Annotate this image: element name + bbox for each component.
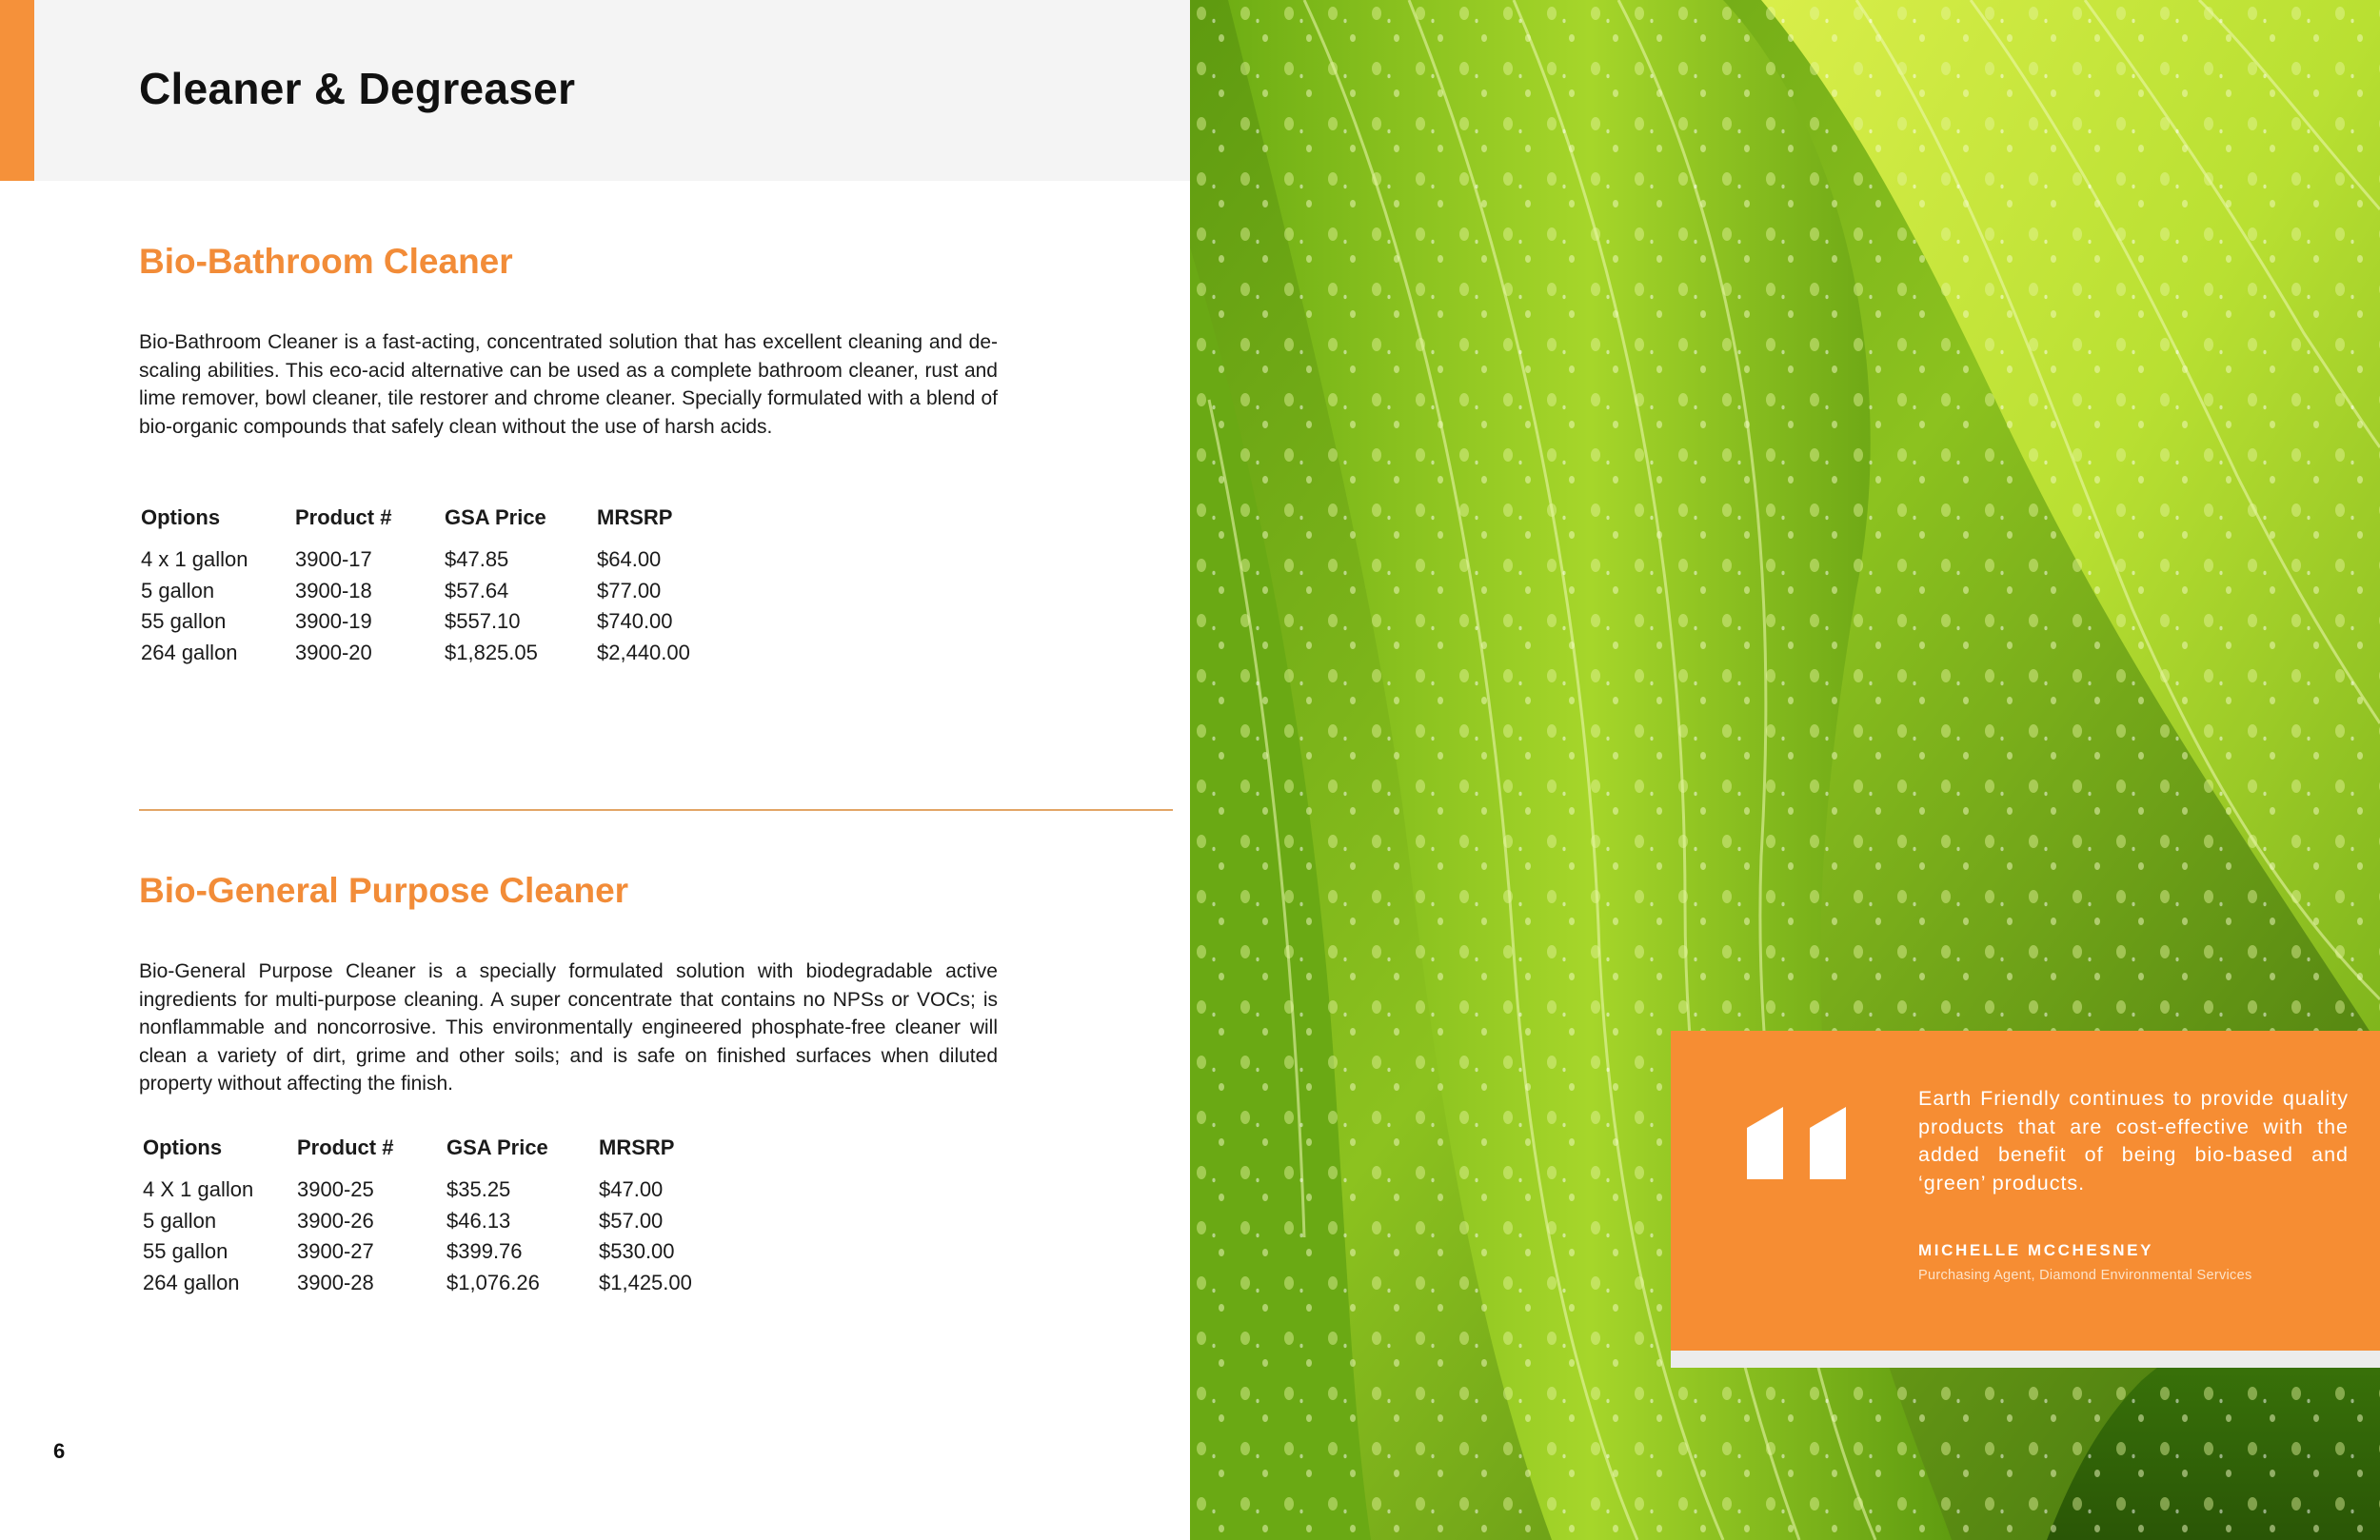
page-title: Cleaner & Degreaser <box>139 64 576 113</box>
table-cell: 5 gallon <box>141 578 215 602</box>
table-cell: 264 gallon <box>143 1270 240 1294</box>
testimonial-role: Purchasing Agent, Diamond Environmental Services <box>1918 1268 2252 1283</box>
testimonial-underline <box>1671 1351 2380 1368</box>
table-cell: 3900-28 <box>297 1270 374 1294</box>
table-cell: $77.00 <box>597 578 662 602</box>
table-cell: $530.00 <box>599 1239 675 1264</box>
testimonial-author: MICHELLE MCCHESNEY <box>1918 1241 2154 1259</box>
table-cell: $47.00 <box>599 1177 664 1202</box>
section-divider <box>139 809 1173 811</box>
table-row <box>143 1236 742 1268</box>
product-2-title: Bio-General Purpose Cleaner <box>139 871 629 910</box>
table-cell: 264 gallon <box>141 640 238 664</box>
table-cell: $57.64 <box>445 578 509 602</box>
product-2-price-table <box>143 1135 742 1298</box>
table-header-row <box>143 1135 742 1175</box>
testimonial-box <box>1671 1031 2380 1351</box>
table-row <box>141 576 740 607</box>
table-cell: 3900-27 <box>297 1239 374 1264</box>
table-cell: $399.76 <box>446 1239 523 1264</box>
table-cell: 3900-17 <box>295 547 372 572</box>
table-cell: $740.00 <box>597 609 673 634</box>
table-cell: $1,076.26 <box>446 1270 540 1294</box>
product-2-description: Bio-General Purpose Cleaner is a specially formulated solution with biodegradable active ingredients for multi-purpose cleaning. A super concentrate that contains no NPSs or VOCs; is nonflammable and noncorrosive. This environmentally engineered phosphate-free cleaner will clean a variety of dirt, grime and other soils; and is safe on finished surfaces when diluted property without affecting the finish. <box>139 960 998 1095</box>
accent-bar <box>0 0 34 181</box>
table-cell: $57.00 <box>599 1208 664 1233</box>
testimonial-text: Earth Friendly continues to provide quality products that are cost-effective with the added benefit of being bio-based and ‘green’ products. <box>1918 1087 2349 1194</box>
quote-mark-icon <box>1747 1107 1850 1184</box>
table-row <box>143 1175 742 1206</box>
column-header: MRSRP <box>597 505 673 529</box>
table-row <box>141 638 740 669</box>
product-1-price-table <box>141 504 740 668</box>
column-header: Options <box>143 1135 223 1159</box>
table-cell: $1,425.00 <box>599 1270 692 1294</box>
column-header: Product # <box>295 505 392 529</box>
table-cell: 3900-18 <box>295 578 372 602</box>
table-row <box>141 606 740 638</box>
table-cell: $47.85 <box>445 547 509 572</box>
table-row <box>141 544 740 576</box>
table-row <box>143 1268 742 1299</box>
table-cell: 55 gallon <box>141 609 227 634</box>
product-1-title: Bio-Bathroom Cleaner <box>139 242 513 281</box>
product-1-description: Bio-Bathroom Cleaner is a fast-acting, concentrated solution that has excellent cleaning and de-scaling abilities. This eco-acid alternative can be used as a complete bathroom cleaner, rust and lime remover, bowl cleaner, tile restorer and chrome cleaner. Specially formulated with a blend of bio-organic compounds that safely clean without the use of harsh acids. <box>139 331 998 438</box>
column-header: GSA Price <box>446 1135 548 1159</box>
table-cell: $46.13 <box>446 1208 511 1233</box>
table-cell: 3900-26 <box>297 1208 374 1233</box>
table-cell: 4 X 1 gallon <box>143 1177 254 1202</box>
table-cell: 4 x 1 gallon <box>141 547 248 572</box>
table-cell: 3900-25 <box>297 1177 374 1202</box>
table-cell: $557.10 <box>445 609 521 634</box>
table-cell: $64.00 <box>597 547 662 572</box>
table-cell: $2,440.00 <box>597 640 690 664</box>
table-cell: $35.25 <box>446 1177 511 1202</box>
table-cell: 5 gallon <box>143 1208 217 1233</box>
column-header: Options <box>141 505 221 529</box>
table-header-row <box>141 504 740 544</box>
page-number: 6 <box>53 1439 66 1463</box>
column-header: GSA Price <box>445 505 546 529</box>
table-cell: 3900-20 <box>295 640 372 664</box>
table-row <box>143 1206 742 1237</box>
table-cell: $1,825.05 <box>445 640 538 664</box>
table-cell: 3900-19 <box>295 609 372 634</box>
column-header: MRSRP <box>599 1135 675 1159</box>
column-header: Product # <box>297 1135 394 1159</box>
table-cell: 55 gallon <box>143 1239 228 1264</box>
